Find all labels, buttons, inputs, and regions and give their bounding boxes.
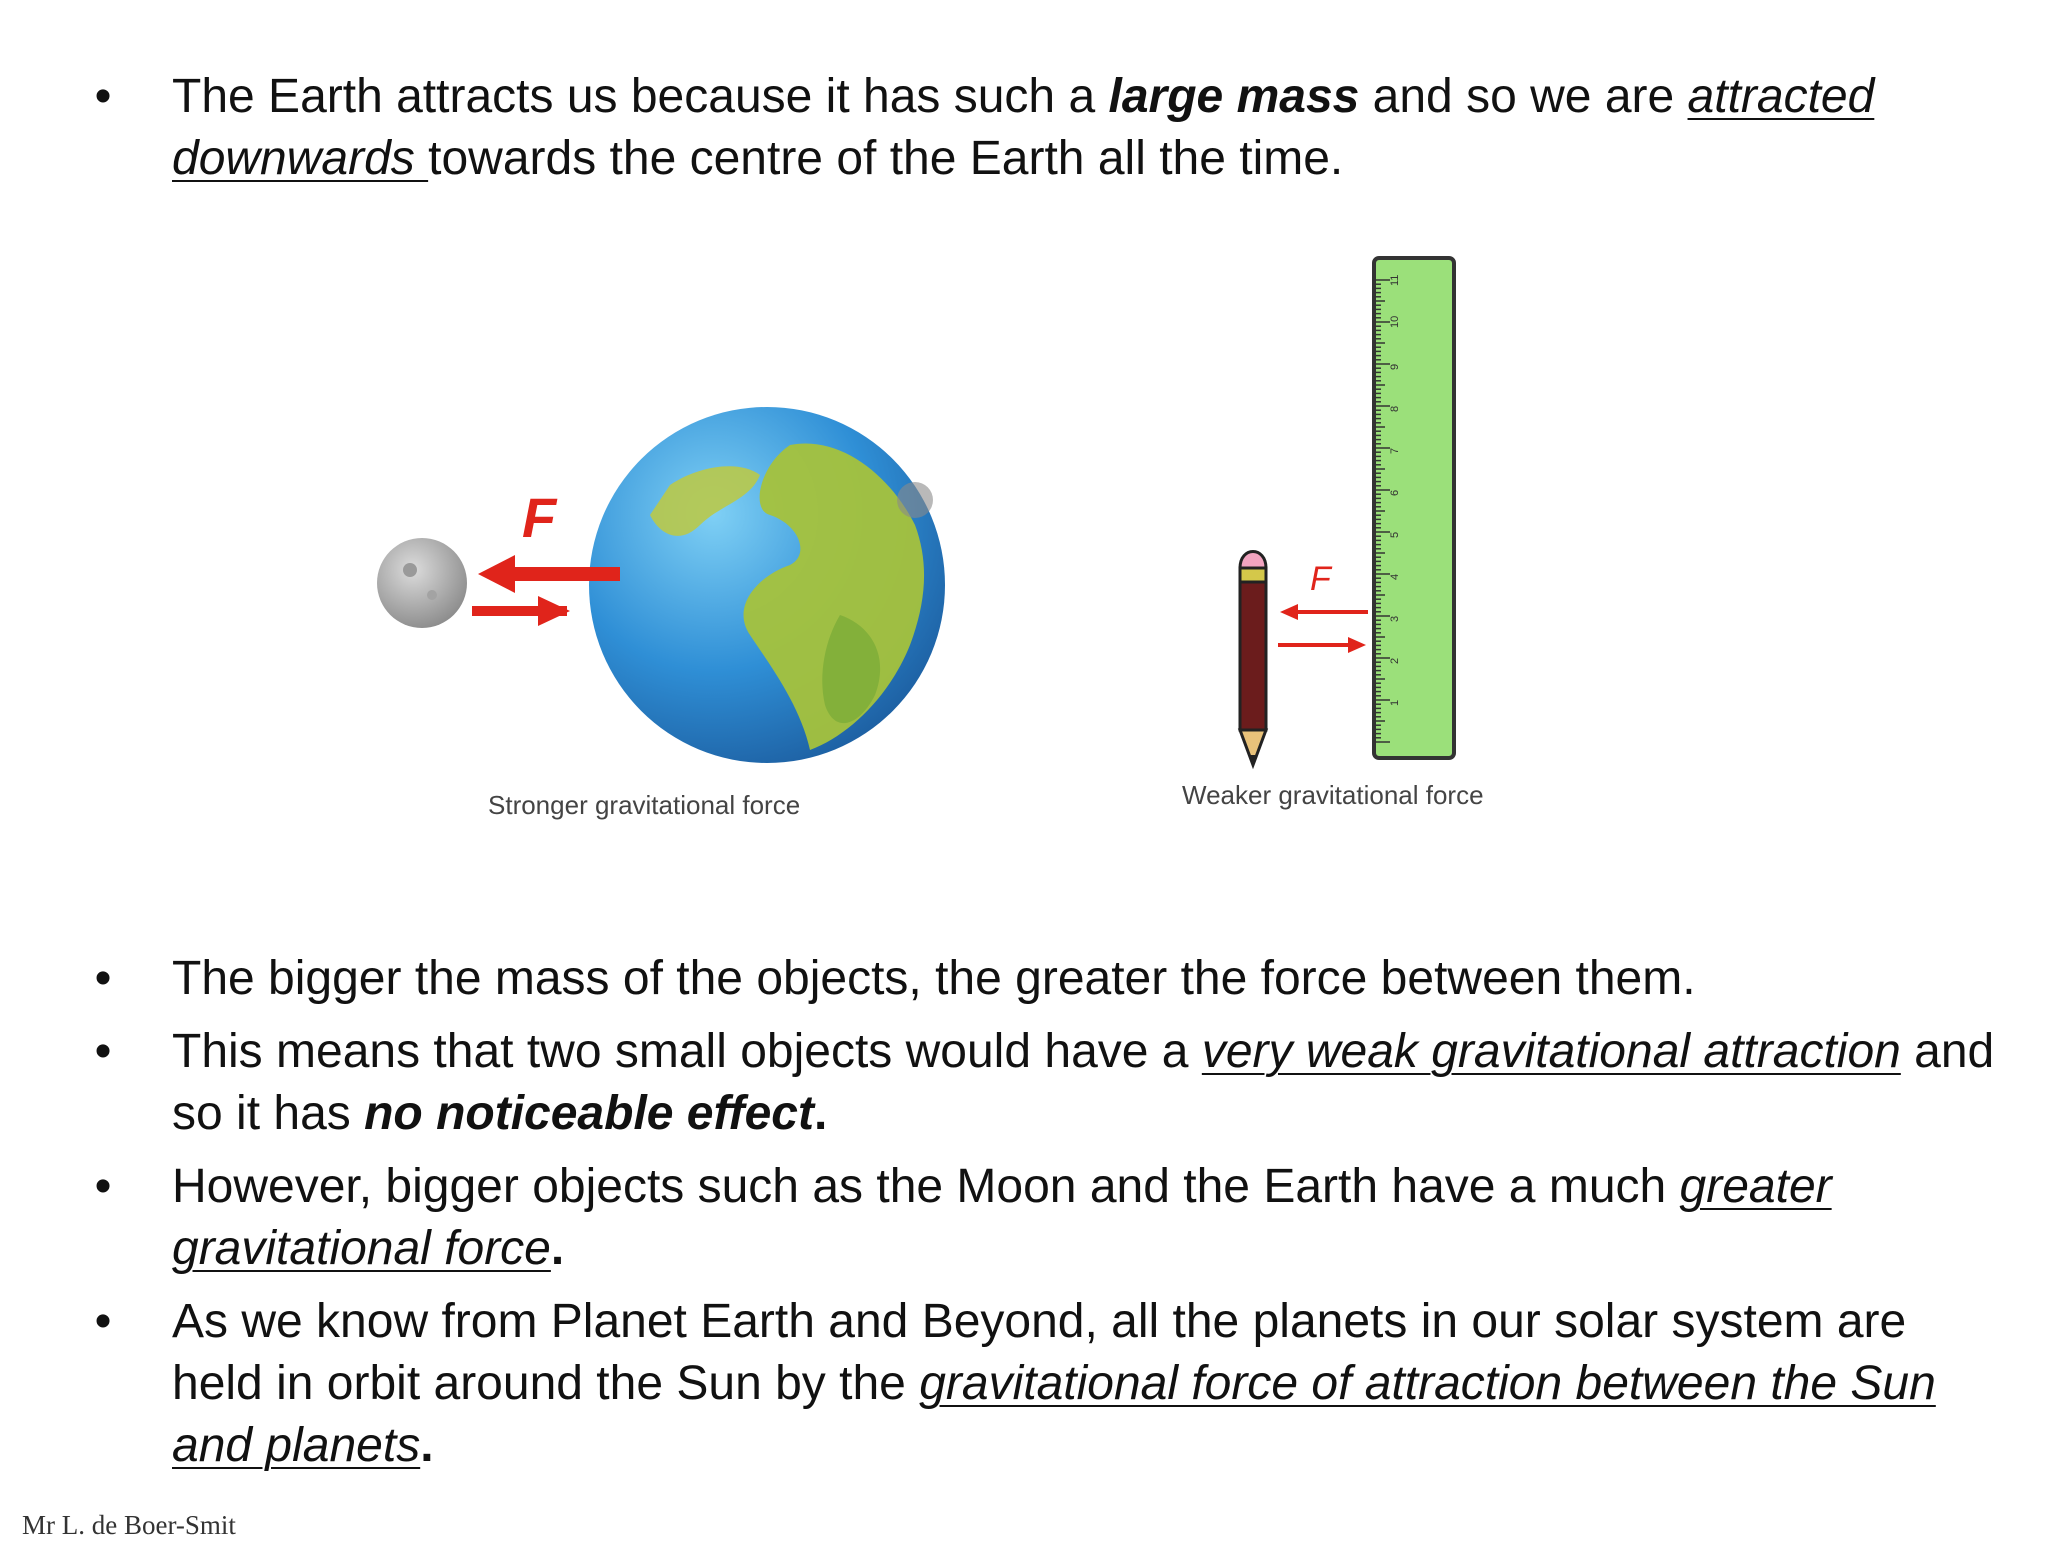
caption-weaker: Weaker gravitational force bbox=[1182, 780, 1484, 810]
bullet-text-segment: As we know from Planet Earth and Beyond, all the planets in our solar system are held in orbit around the Sun by the bbox=[172, 1295, 1907, 1410]
pencil-ruler-diagram bbox=[1218, 250, 1478, 770]
bullet-text-segment: greater gravitational force bbox=[172, 1160, 1832, 1275]
bullet-text-segment: no noticeable effect bbox=[364, 1087, 814, 1140]
bullet-dot-icon: • bbox=[94, 952, 112, 1005]
author-footer: Mr L. de Boer-Smit bbox=[22, 1510, 236, 1540]
ruler-number: 1 bbox=[1389, 699, 1401, 706]
bullet-text-segment: . bbox=[813, 1087, 828, 1140]
bullet-text-segment: and so we are bbox=[1359, 70, 1688, 123]
bullet-item bbox=[88, 1291, 2008, 1477]
bottom-bullet-list bbox=[88, 948, 2008, 1488]
bullet-dot-icon: • bbox=[94, 1160, 112, 1213]
ruler-number: 5 bbox=[1389, 531, 1401, 538]
force-label-left: F bbox=[522, 486, 557, 549]
caption-stronger: Stronger gravitational force bbox=[488, 790, 801, 820]
bullet-text-segment: The Earth attracts us because it has such a bbox=[172, 70, 1109, 123]
ruler-number: 3 bbox=[1389, 615, 1401, 622]
bullet-dot-icon: • bbox=[94, 70, 112, 123]
bullet-item bbox=[88, 1156, 2008, 1280]
bullet-item bbox=[88, 66, 2008, 190]
bullet-text-segment: large mass bbox=[1108, 70, 1360, 123]
bullet-text-segment: towards the centre of the Earth all the time. bbox=[428, 132, 1344, 185]
ruler-number: 10 bbox=[1389, 315, 1401, 328]
earth-globe bbox=[589, 407, 945, 763]
ruler bbox=[1374, 258, 1454, 758]
bullet-text-segment: and so it has bbox=[172, 1025, 1995, 1140]
small-force-arrow-right bbox=[1278, 637, 1366, 653]
ruler-number: 9 bbox=[1389, 363, 1401, 370]
pencil bbox=[1240, 552, 1266, 766]
bullet-dot-icon: • bbox=[94, 1025, 112, 1078]
ruler-number: 4 bbox=[1389, 573, 1401, 580]
bullet-text-segment: This means that two small objects would have a bbox=[172, 1025, 1202, 1078]
bullet-text-segment: attracted downwards bbox=[172, 70, 1875, 185]
ruler-number: 2 bbox=[1389, 657, 1401, 664]
bullet-text-segment: . bbox=[550, 1222, 565, 1275]
ruler-number: 11 bbox=[1389, 274, 1401, 286]
moon bbox=[377, 538, 467, 628]
bullet-text-segment: . bbox=[420, 1419, 434, 1472]
bullet-text-segment: gravitational force of attraction between the Sun and planets bbox=[172, 1357, 1936, 1472]
moon-earth-diagram bbox=[370, 405, 960, 775]
bullet-text-segment: However, bigger objects such as the Moon and the Earth have a much bbox=[172, 1160, 1680, 1213]
bullet-text-segment: very weak gravitational attraction bbox=[1201, 1025, 1901, 1078]
bullet-text-segment: The bigger the mass of the objects, the greater the force between them. bbox=[172, 952, 1696, 1005]
bullet-item bbox=[88, 1021, 2008, 1145]
ruler-number: 6 bbox=[1389, 489, 1401, 496]
bullet-dot-icon: • bbox=[94, 1295, 112, 1348]
force-arrow-right bbox=[472, 596, 570, 626]
top-bullet-list bbox=[88, 66, 2008, 190]
ruler-number: 7 bbox=[1389, 447, 1401, 454]
bullet-item bbox=[88, 948, 2008, 1010]
small-force-arrow-left bbox=[1280, 604, 1368, 620]
ruler-number: 8 bbox=[1389, 405, 1401, 412]
force-label-right: F bbox=[1310, 560, 1331, 598]
